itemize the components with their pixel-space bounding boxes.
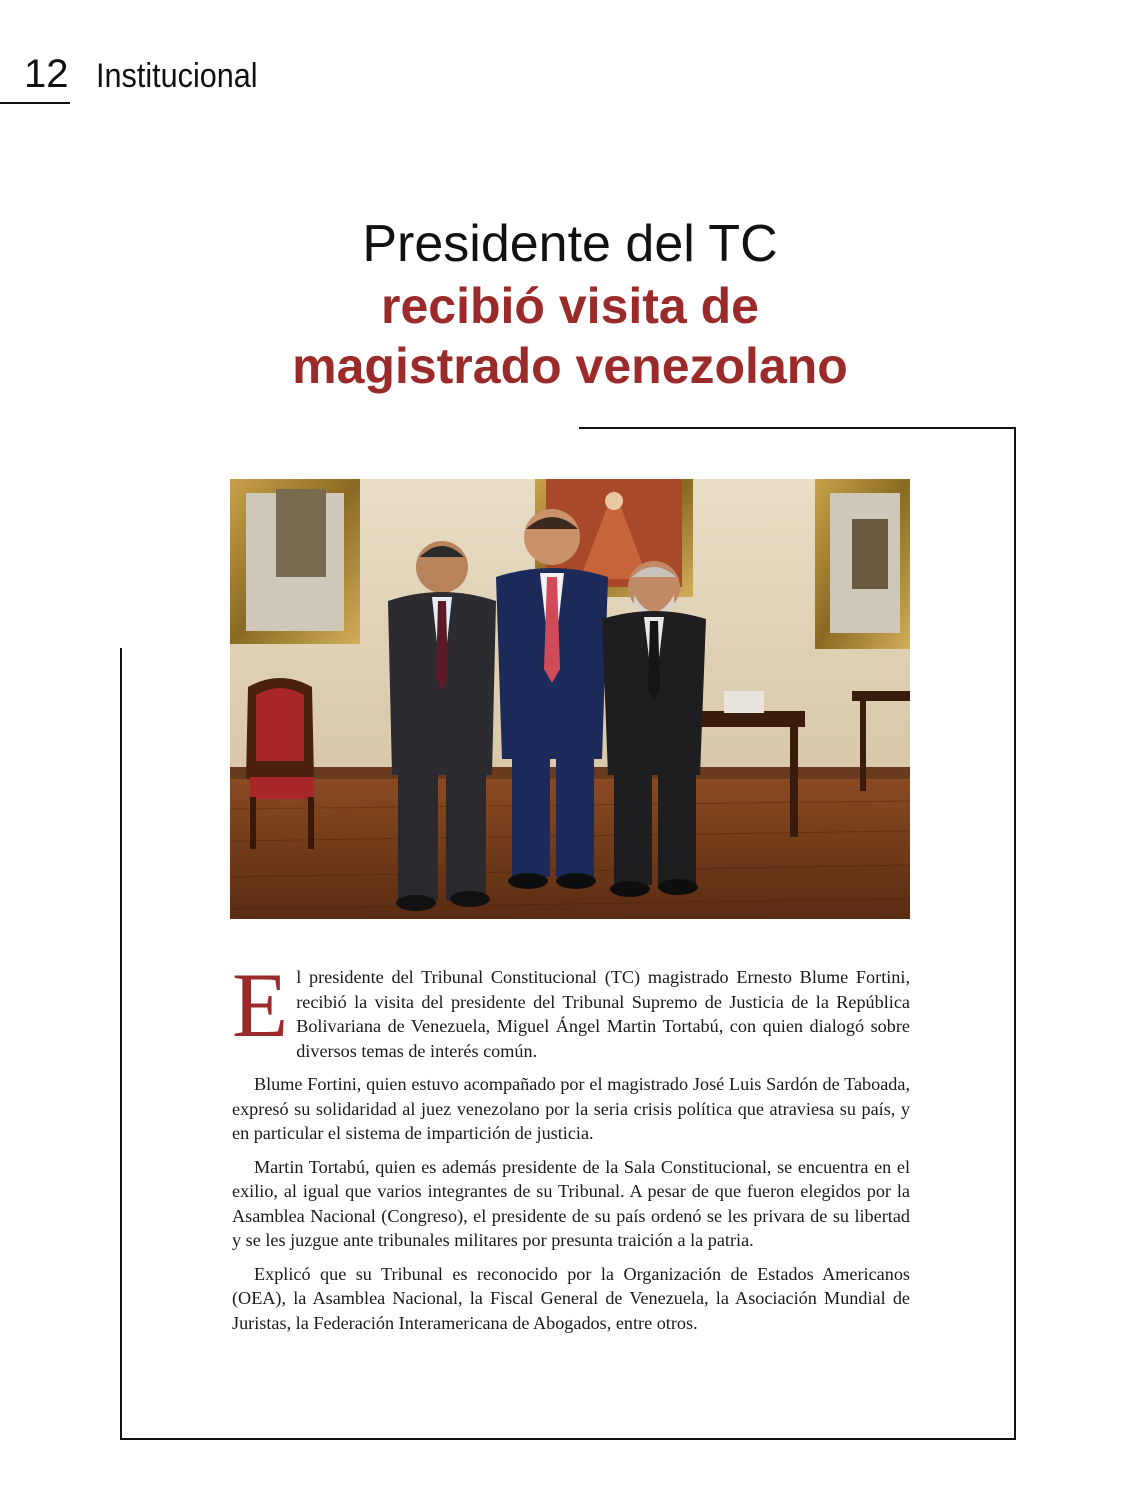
title-line-2: recibió visita de	[381, 278, 759, 334]
article-title	[150, 212, 990, 396]
frame-right-rule	[1014, 427, 1016, 1440]
frame-top-rule	[579, 427, 1016, 429]
article-photo	[230, 479, 910, 919]
frame-left-rule	[120, 648, 122, 1440]
paragraph-3: Martin Tortabú, quien es además presidente de la Sala Constitucional, se encuentra en el exilio, al igual que varios integrantes de su Tribunal. A pesar de que fueron elegidos por la Asamblea Nacional (Congreso), el presidente de su país ordenó se les privara de su libertad y se les juzgue ante tribunales militares por presunta traición a la patria.	[232, 1156, 910, 1250]
paragraph-1	[232, 954, 910, 1063]
article-body	[232, 954, 910, 1344]
drop-cap: E	[232, 954, 289, 1056]
page-header	[0, 50, 320, 108]
title-line-1: Presidente del TC	[362, 215, 778, 273]
section-label: Institucional	[96, 57, 258, 95]
page-number-rule	[0, 102, 70, 104]
page-number: 12	[24, 52, 69, 96]
paragraph-4: Explicó que su Tribunal es reconocido por la Organización de Estados Americanos (OEA), la Asamblea Nacional, la Fiscal General de Venezuela, la Asociación Mundial de Juristas, la Federación Interamericana de Abogados, entre otros.	[232, 1263, 910, 1333]
frame-bottom-rule	[120, 1438, 1016, 1440]
paragraph-1-text: l presidente del Tribunal Constitucional (TC) magistrado Ernesto Blume Fortini, recibió la visita del presidente del Tribunal Supremo de Justicia de la República Bolivariana de Venezuela, Miguel Ángel Martin Tortabú, con quien dialogó sobre diversos temas de interés común.	[296, 967, 910, 1061]
title-line-3: magistrado venezolano	[292, 338, 848, 394]
paragraph-2: Blume Fortini, quien estuvo acompañado por el magistrado José Luis Sardón de Taboada, expresó su solidaridad al juez venezolano por la seria crisis política que atraviesa su país, y en particular el sistema de impartición de justicia.	[232, 1074, 910, 1143]
